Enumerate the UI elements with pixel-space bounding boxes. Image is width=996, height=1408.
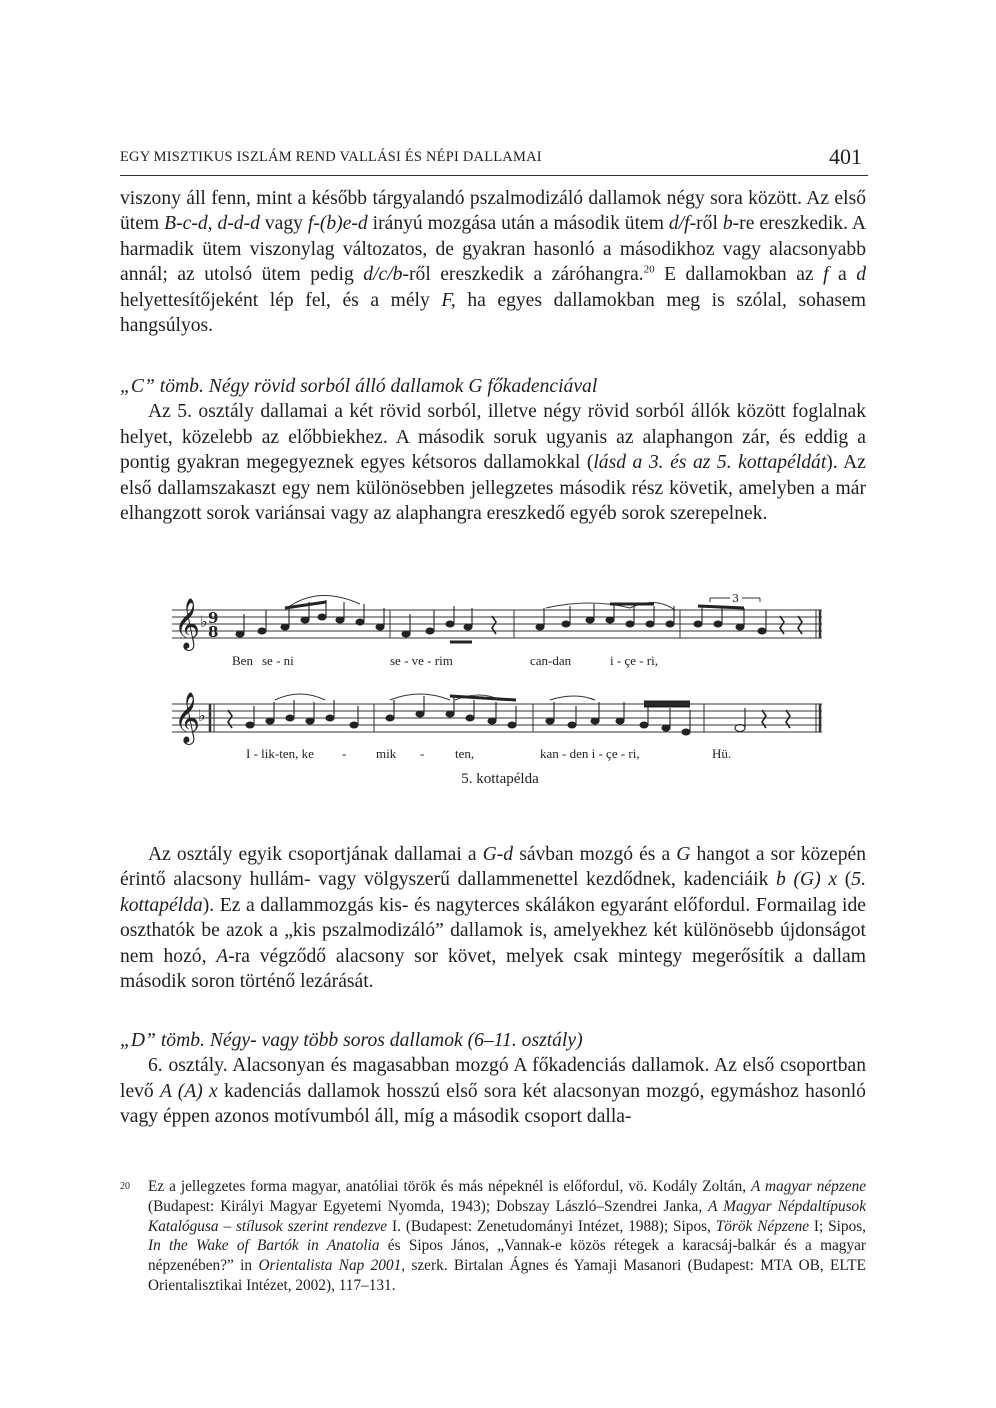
section-c-heading: „C” tömb. Négy rövid sorból álló dallamok G főkadenciával [120, 376, 598, 397]
lyric: can-dan [530, 653, 572, 668]
music-example [150, 580, 850, 800]
running-header [120, 145, 868, 176]
time-sig-bottom: 8 [208, 623, 219, 641]
section-c-text: Az 5. osztály dallamai a két rövid sorból, illetve négy rövid sorból állók között foglalnak helyet, közelebb az előbbiekhez. A második soruk ugyanis az alaphangon zár, és eddig a pontig gyakran megegyeznek egyes kétsoros dallamokkal (lásd a 3. és az 5. kottapéldát). Az első dallamszakaszt egy nem különösebben jellegzetes második rész követik, amelyben a már elhangzott sorok variánsai vagy az alaphangra ereszkedő egyéb sorok szerepelnek. [120, 401, 866, 525]
time-sig-top: 9 [208, 609, 219, 627]
section-d [120, 1028, 866, 1130]
paragraph-text: viszony áll fenn, mint a később tárgyalandó pszalmodizáló dallamok négy sora között. Az első ütem B-c-d, d-d-d vagy f-(b)e-d irányú mozgása után a második ütem d/f-ről b-re ereszkedik. A harmadik ütem viszonylag változatos, de gyakran hasonló a másodikhoz vagy alacsonyabb annál; az utolsó ütem pedig d/c/b-ről ereszkedik a záróhangra.$^{20}$ E dallamokban az f a d helyettesítőjeként lép fel, és a mély F, ha egyes dallamokban meg is szólal, sohasem hangsúlyos. [120, 188, 867, 337]
lyric: mik [376, 746, 397, 761]
lyric: Ben [232, 653, 253, 668]
footnote-number: 20 [120, 1181, 130, 1192]
section-d-heading: „D” tömb. Négy- vagy több soros dallamok (6–11. osztály) [120, 1030, 583, 1051]
music-staves [150, 580, 850, 770]
lyric: Hü. [712, 746, 732, 761]
running-title: EGY MISZTIKUS ISZLÁM REND VALLÁSI ÉS NÉPI DALLAMAI [120, 149, 542, 165]
lyric: - [342, 746, 347, 761]
lyric: - [420, 746, 425, 761]
footnote-reference[interactable]: 20 [643, 263, 655, 276]
triplet-mark: 3 [732, 592, 739, 605]
paragraph-class [120, 842, 866, 994]
lyric: I - lik-ten, ke [246, 746, 314, 761]
lyric: se - ni [262, 653, 294, 668]
section-c [120, 374, 866, 526]
svg-text:𝄞: 𝄞 [174, 598, 201, 649]
svg-text:𝄞: 𝄞 [174, 692, 201, 743]
page-number: 401 [829, 144, 862, 169]
lyric: se - ve - rim [390, 653, 453, 668]
footnote: 20 Ez a jellegzetes forma magyar, anatóliai török és más népeknél is előfordul, vö. Kodály Zoltán, A magyar népzene (Budapest: Királyi Magyar Egyetemi Nyomda, 1943); Dobszay László–Szendrei Janka, A Magyar Népdaltípusok Katalógusa – stílusok szerint rendezve I. (Budapest: Zenetudományi Intézet, 1988); Sipos, Török Népzene I; Sipos, In the Wake of Bartók in Anatolia és Sipos János, „Vannak-e közös rétegek a karacsáj-balkár és a magyar népzenében?” in Orientalista Nap 2001, szerk. Birtalan Ágnes és Yamaji Masanori (Budapest: MTA OB, ELTE Orientalisztikai Intézet, 2002), 117–131. [120, 1178, 867, 1294]
svg-text:♭: ♭ [200, 612, 208, 631]
paragraph-continuation [120, 186, 866, 338]
lyric: ten, [455, 746, 475, 761]
lyric: kan - den i - çe - ri, [540, 746, 640, 761]
svg-text:♭: ♭ [198, 706, 206, 725]
lyric: i - çe - ri, [610, 653, 659, 668]
section-d-text: 6. osztály. Alacsonyan és magasabban mozgó A főkadenciás dallamok. Az első csoportban levő A (A) x kadenciás dallamok hosszú első sora két alacsonyan mozgó, egymáshoz hasonló vagy éppen azonos motívumból áll, míg a második csoport dalla- [120, 1055, 866, 1128]
paragraph-text: Az osztály egyik csoportjának dallamai a G-d sávban mozgó és a G hangot a sor közepén érintő alacsony hullám- vagy völgyszerű dallammenettel kezdődnek, kadenciáik b (G) x (5. kottapélda). Ez a dallammozgás kis- és nagyterces skálákon egyaránt előfordul. Formailag ide oszthatók be azok a „kis pszalmodizáló” dallamok is, amelyekhez két különösebb újdonságot nem hozó, A-ra végződő alacsony sor követ, melyek csak mintegy megerősítik a dallam második soron történő lezárását. [120, 844, 866, 993]
music-example-caption: 5. kottapélda [461, 771, 539, 787]
